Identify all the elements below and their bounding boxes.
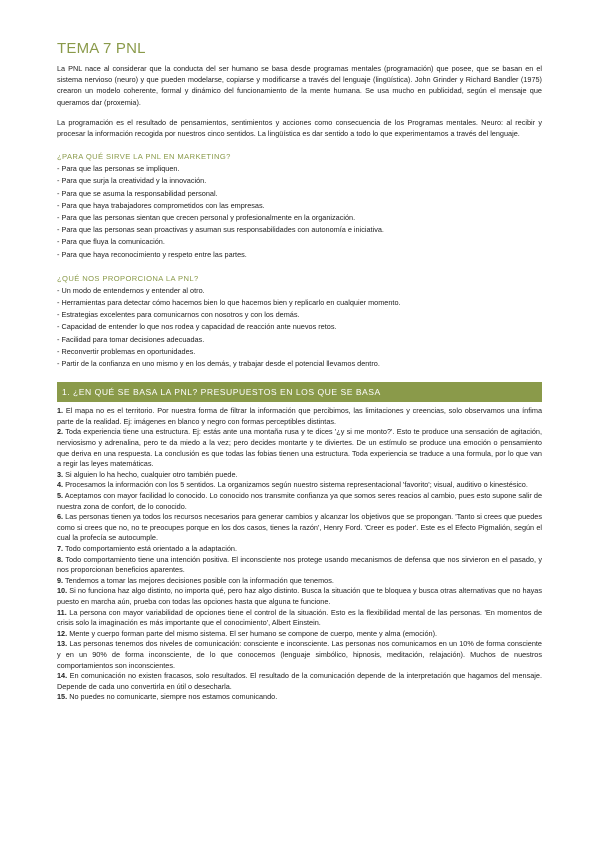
- item-text: Si no funciona haz algo distinto, no importa qué, pero haz algo distinto. Busca la situación que te bloquea y busca otras alternativas que no hayas puesto en marcha aún, prueba con todas las opciones hasta que alguna te funcione.: [57, 586, 543, 606]
- numbered-item: [57, 480, 542, 491]
- list-item: - Herramientas para detectar cómo hacemos bien lo que hacemos bien y replicarlo en cualquier momento.: [57, 298, 401, 308]
- item-number: 6.: [57, 512, 64, 522]
- item-text: Toda experiencia tiene una estructura. Ej: estás ante una montaña rusa y te dices '¿y si me monto?'. Esto te produce una sensación de agitación, nerviosismo y adrenalina, pero te da miedo a la vez; pero decides montarte y te diviertes. De un estímulo se produce una emoción o pensamiento que deriva en una respuesta. La conclusión es que todas las fobias tienen una estructura. Toda experiencia se traduce a una formula, por lo que van a regir las leyes matemáticas.: [57, 427, 543, 469]
- intro-paragraph: La programación es el resultado de pensamientos, sentimientos y acciones como consecuencia de los Programas mentales. Neuro: al recibir y procesar la información recogida por nuestros cinco sentidos. La lingüística es dar sentido a todo lo que experimentamos a través del lenguaje.: [57, 117, 542, 139]
- numbered-item: [57, 586, 542, 607]
- item-number: 1.: [57, 406, 64, 416]
- list-item: - Para que las personas sean proactivas y asuman sus responsabilidades con autonomía e iniciativa.: [57, 225, 384, 235]
- presupuestos-list: [57, 406, 542, 703]
- item-text: Todo comportamiento está orientado a la adaptación.: [65, 543, 237, 553]
- item-text: El mapa no es el territorio. Por nuestra forma de filtrar la información que percibimos, las limitaciones y creencias, solo observamos una ínfima parte de la realidad. Ej: imágenes en blanco y negro con formas perceptibles distintas.: [57, 406, 542, 426]
- numbered-item: [57, 576, 542, 587]
- list-item: - Facilidad para tomar decisiones adecuadas.: [57, 334, 205, 344]
- item-number: 2.: [57, 427, 64, 437]
- page-title: TEMA 7 PNL: [57, 40, 146, 57]
- item-text: Aceptamos con mayor facilidad lo conocido. Lo conocido nos transmite confianza ya que somos seres reacios al cambio, pues esto supone salir de nuestra zona de confort, de lo conocido.: [57, 491, 543, 511]
- item-text: Todo comportamiento tiene una intención positiva. El inconsciente nos protege usando mecanismos de defensa que nos sirvieron en el pasado, y nos proporcionan beneficios aparentes.: [57, 554, 542, 575]
- numbered-item: [57, 470, 542, 481]
- document-page: [57, 40, 542, 703]
- item-text: Procesamos la información con los 5 sentidos. La organizamos según nuestro sistema representacional 'favorito'; visual, auditivo o kinestésico.: [65, 480, 528, 490]
- item-text: La persona con mayor variabilidad de opciones tiene el control de la situación. Esto es la flexibilidad mental de las personas. 'En momentos de crisis solo la imaginación es más importante que el conocimiento', Albert Einstein.: [57, 607, 542, 628]
- proporciona-list: [57, 285, 542, 370]
- list-item: - Estrategias excelentes para comunicarnos con nosotros y con los demás.: [57, 310, 300, 320]
- numbered-item: [57, 406, 542, 427]
- item-number: 9.: [57, 575, 64, 585]
- numbered-item: [57, 544, 542, 555]
- item-text: Las personas tienen ya todos los recursos necesarios para generar cambios y alcanzar los objetivos que se propongan. 'Tanto si crees que puedes como si crees que no, no te preocupes porque en los dos casos, tienes la razón', Henry Ford. 'Creer es poder'. Este es el Efecto Pigmalión, según el cual la profecía se autocumple.: [57, 512, 542, 543]
- list-item: - Para que se asuma la responsabilidad personal.: [57, 188, 218, 198]
- item-number: 14.: [57, 671, 68, 681]
- item-number: 11.: [57, 607, 67, 617]
- item-text: No puedes no comunicarte, siempre nos estamos comunicando.: [69, 692, 278, 702]
- list-item: - Para que las personas sientan que crecen personal y profesionalmente en la organización.: [57, 213, 356, 223]
- numbered-item: [57, 629, 542, 640]
- numbered-item: [57, 608, 542, 629]
- numbered-item: [57, 639, 542, 671]
- numbered-item: [57, 671, 542, 692]
- item-number: 15.: [57, 692, 68, 702]
- item-number: 7.: [57, 543, 64, 553]
- list-item: - Para que fluya la comunicación.: [57, 237, 165, 247]
- numbered-item: [57, 491, 542, 512]
- section-heading-proporciona: ¿QUÉ NOS PROPORCIONA LA PNL?: [57, 273, 199, 283]
- section-band-heading: 1. ¿EN QUÉ SE BASA LA PNL? PRESUPUESTOS EN LOS QUE SE BASA: [57, 382, 542, 402]
- item-number: 10.: [57, 586, 68, 596]
- list-item: - Reconvertir problemas en oportunidades.: [57, 346, 196, 356]
- marketing-list: [57, 163, 542, 261]
- section-heading-marketing: ¿PARA QUÉ SIRVE LA PNL EN MARKETING?: [57, 152, 231, 162]
- list-item: - Capacidad de entender lo que nos rodea y capacidad de reacción ante nuevos retos.: [57, 322, 337, 332]
- list-item: - Para que haya trabajadores comprometidos con las empresas.: [57, 200, 265, 210]
- list-item: - Para que las personas se impliquen.: [57, 164, 180, 174]
- item-number: 5.: [57, 491, 64, 501]
- list-item: - Para que surja la creatividad y la innovación.: [57, 176, 207, 186]
- item-text: En comunicación no existen fracasos, solo resultados. El resultado de la comunicación depende de la interpretación que hagamos del mensaje. Depende de cada uno convertirla en útil o desecharla.: [57, 671, 542, 691]
- list-item: - Para que haya reconocimiento y respeto entre las partes.: [57, 249, 247, 259]
- numbered-item: [57, 512, 542, 544]
- intro-paragraph: La PNL nace al considerar que la conducta del ser humano se basa desde programas mentales (programación) que posee, que se basan en el sistema nervioso (neuro) y que pueden modelarse, copiarse y modificarse a través del lenguaje (lingüística). John Grinder y Richard Bandler (1975) crearon un modelo coherente, formal y dinámico del funcionamiento de la mente humana. Se usa mucho en publicidad, según el mensaje que queramos dar (proxemia).: [57, 64, 542, 107]
- item-text: Si alguien lo ha hecho, cualquier otro también puede.: [65, 469, 238, 479]
- item-number: 12.: [57, 628, 68, 638]
- item-text: Mente y cuerpo forman parte del mismo sistema. El ser humano se compone de cuerpo, mente y alma (emoción).: [69, 628, 438, 638]
- item-number: 3.: [57, 469, 64, 479]
- item-number: 8.: [57, 554, 64, 564]
- numbered-item: [57, 427, 542, 469]
- item-text: Las personas tenemos dos niveles de comunicación: consciente e inconsciente. Las personas nos comunicamos en un 10% de forma consciente y en un 90% de forma inconsciente, de lo que conocemos (lenguaje simbólico, hipnosis, meditación, relajación). Muchos de nuestros comportamientos son inconscientes.: [57, 639, 542, 670]
- numbered-item: [57, 692, 542, 703]
- item-number: 4.: [57, 480, 64, 490]
- list-item: - Partir de la confianza en uno mismo y en los demás, y trabajar desde el potencial llevamos dentro.: [57, 359, 380, 369]
- numbered-item: [57, 555, 542, 576]
- item-text: Tendemos a tomar las mejores decisiones posible con la información que tenemos.: [65, 575, 334, 585]
- list-item: - Un modo de entendernos y entender al otro.: [57, 285, 205, 295]
- item-number: 13.: [57, 639, 68, 649]
